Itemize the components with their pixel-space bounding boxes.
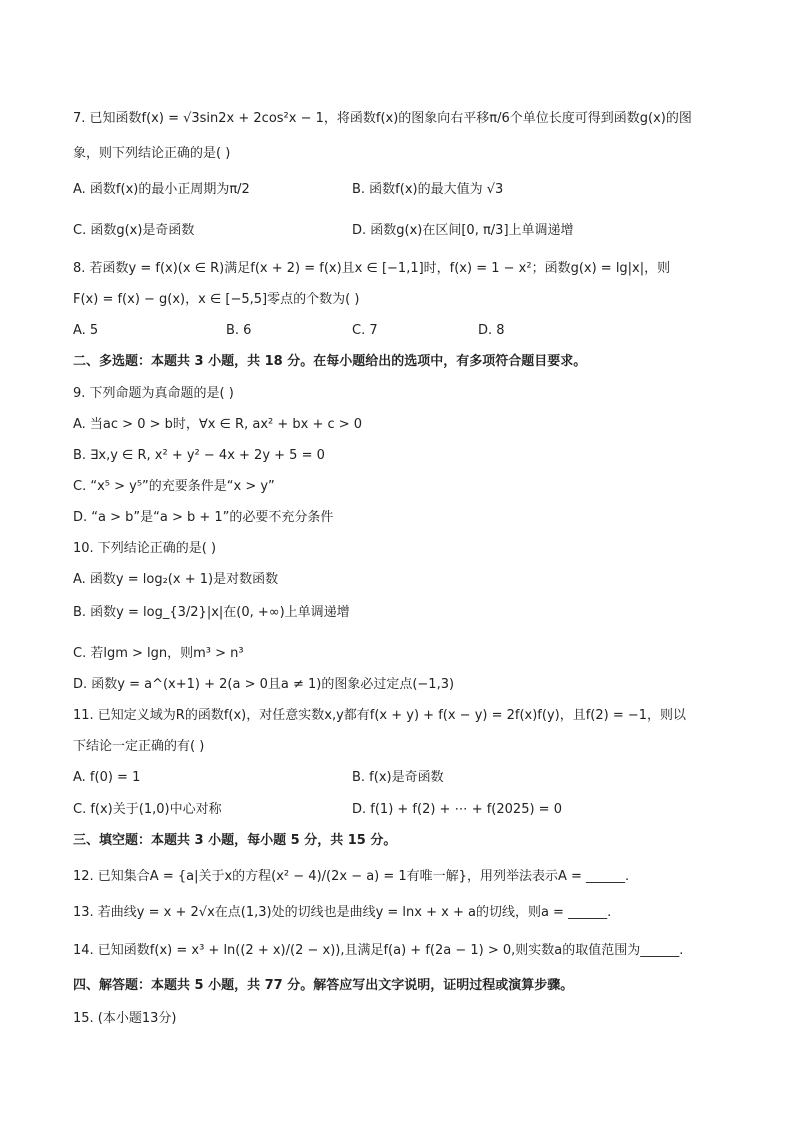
section-heading-multi-choice: 二、多选题：本题共 3 小题，共 18 分。在每小题给出的选项中，有多项符合题目要求。: [73, 354, 587, 369]
q7-stem-line2: 象，则下列结论正确的是( ): [73, 146, 231, 161]
q11-option-c: C. f(x)关于(1,0)中心对称: [73, 802, 222, 817]
q12: 12. 已知集合A = {a|关于x的方程(x² − 4)/(2x − a) = 1有唯一解}，用列举法表示A = ______.: [73, 869, 630, 884]
q10-option-c: C. 若lgm > lgn，则m³ > n³: [73, 646, 244, 661]
q15-heading: 15. (本小题13分): [73, 1011, 177, 1026]
q8-option-b: B. 6: [226, 323, 252, 338]
q10-stem: 10. 下列结论正确的是( ): [73, 541, 217, 556]
q7-option-c: C. 函数g(x)是奇函数: [73, 223, 195, 238]
q8-option-a: A. 5: [73, 323, 99, 338]
q9-option-c: C. “x⁵ > y⁵”的充要条件是“x > y”: [73, 479, 275, 494]
q13: 13. 若曲线y = x + 2√x在点(1,3)处的切线也是曲线y = lnx + x + a的切线，则a = ______.: [73, 905, 612, 920]
q7-stem-line1: 7. 已知函数f(x) = √3sin2x + 2cos²x − 1，将函数f(x)的图象向右平移π/6个单位长度可得到函数g(x)的图: [73, 111, 692, 126]
q7-option-a: A. 函数f(x)的最小正周期为π/2: [73, 182, 250, 197]
q10-option-a: A. 函数y = log₂(x + 1)是对数函数: [73, 572, 279, 587]
section-heading-fill-blank: 三、填空题：本题共 3 小题，每小题 5 分，共 15 分。: [73, 833, 397, 848]
q11-option-a: A. f(0) = 1: [73, 770, 141, 785]
q10-option-d: D. 函数y = a^(x+1) + 2(a > 0且a ≠ 1)的图象必过定点(−1,3): [73, 677, 455, 692]
q8-option-c: C. 7: [352, 323, 378, 338]
q8-stem-line1: 8. 若函数y = f(x)(x ∈ R)满足f(x + 2) = f(x)且x ∈ [−1,1]时，f(x) = 1 − x²；函数g(x) = lg|x|，则: [73, 261, 671, 276]
q8-option-d: D. 8: [478, 323, 505, 338]
q14: 14. 已知函数f(x) = x³ + ln((2 + x)/(2 − x)),且满足f(a) + f(2a − 1) > 0,则实数a的取值范围为______.: [73, 943, 684, 958]
q11-option-d: D. f(1) + f(2) + ⋯ + f(2025) = 0: [352, 802, 562, 817]
section-heading-solutions: 四、解答题：本题共 5 小题，共 77 分。解答应写出文字说明，证明过程或演算步骤。: [73, 978, 574, 993]
q9-option-a: A. 当ac > 0 > b时，∀x ∈ R, ax² + bx + c > 0: [73, 417, 363, 432]
q7-option-d: D. 函数g(x)在区间[0, π/3]上单调递增: [352, 223, 574, 238]
q8-stem-line2: F(x) = f(x) − g(x)，x ∈ [−5,5]零点的个数为( ): [73, 292, 360, 307]
q11-stem-line1: 11. 已知定义域为R的函数f(x)，对任意实数x,y都有f(x + y) + f(x − y) = 2f(x)f(y)，且f(2) = −1，则以: [73, 708, 687, 723]
q9-stem: 9. 下列命题为真命题的是( ): [73, 386, 234, 401]
q10-option-b: B. 函数y = log_{3/2}|x|在(0, +∞)上单调递增: [73, 605, 350, 620]
q11-option-b: B. f(x)是奇函数: [352, 770, 444, 785]
q7-option-b: B. 函数f(x)的最大值为 √3: [352, 182, 504, 197]
q11-stem-line2: 下结论一定正确的有( ): [73, 739, 205, 754]
q9-option-b: B. ∃x,y ∈ R, x² + y² − 4x + 2y + 5 = 0: [73, 448, 325, 463]
q9-option-d: D. “a > b”是“a > b + 1”的必要不充分条件: [73, 510, 334, 525]
